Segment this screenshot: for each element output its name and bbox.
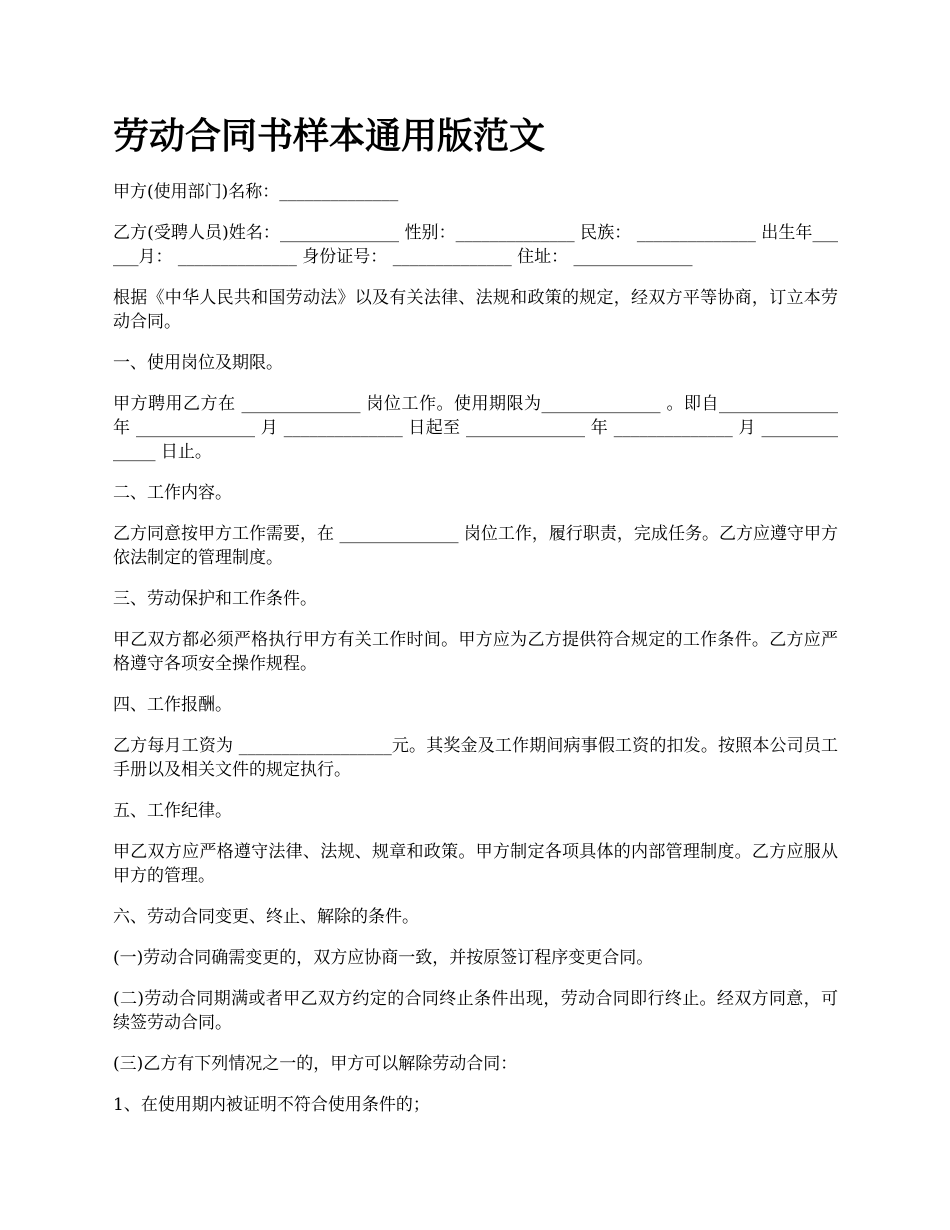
party-b-info: 乙方(受聘人员)姓名：______________ 性别：______________ 民族： ______________ 出生年______月： ______________ 身份证号： ______________ 住址： ______________ — [113, 223, 838, 267]
section-heading-3: 三、劳动保护和工作条件。 — [113, 589, 317, 609]
document-title: 劳动合同书样本通用版范文 — [113, 115, 546, 157]
section-heading-2: 二、工作内容。 — [113, 483, 232, 503]
section-heading-5: 五、工作纪律。 — [113, 801, 232, 821]
section-heading-4: 四、工作报酬。 — [113, 695, 232, 715]
section-body-2: 乙方同意按甲方工作需要，在 ______________ 岗位工作，履行职责，完成任务。乙方应遵守甲方依法制定的管理制度。 — [113, 524, 838, 568]
section-heading-1: 一、使用岗位及期限。 — [113, 353, 283, 373]
document-body — [113, 180, 838, 1117]
clause-6-2: (二)劳动合同期满或者甲乙双方约定的合同终止条件出现，劳动合同即行终止。经双方同意，可续签劳动合同。 — [113, 989, 838, 1033]
clause-6-3-item-1: 1、在使用期内被证明不符合使用条件的； — [113, 1095, 430, 1115]
document-page — [113, 112, 838, 1134]
party-a-name: 甲方(使用部门)名称：______________ — [113, 182, 399, 202]
section-body-1: 甲方聘用乙方在 ______________ 岗位工作。使用期限为______________ 。即自______________ 年 ______________ 月 ______________ 日起至 ______________ 年 ______________ 月 ______________ 日止。 — [113, 394, 838, 462]
section-body-3: 甲乙双方都必须严格执行甲方有关工作时间。甲方应为乙方提供符合规定的工作条件。乙方应严格遵守各项安全操作规程。 — [113, 630, 838, 674]
clause-6-3: (三)乙方有下列情况之一的，甲方可以解除劳动合同： — [113, 1054, 518, 1074]
clause-6-1: (一)劳动合同确需变更的，双方应协商一致，并按原签订程序变更合同。 — [113, 948, 654, 968]
preamble: 根据《中华人民共和国劳动法》以及有关法律、法规和政策的规定，经双方平等协商，订立本劳动合同。 — [113, 288, 838, 332]
section-heading-6: 六、劳动合同变更、终止、解除的条件。 — [113, 907, 419, 927]
section-body-4: 乙方每月工资为 __________________元。其奖金及工作期间病事假工资的扣发。按照本公司员工手册以及相关文件的规定执行。 — [113, 736, 838, 780]
section-body-5: 甲乙双方应严格遵守法律、法规、规章和政策。甲方制定各项具体的内部管理制度。乙方应服从甲方的管理。 — [113, 842, 838, 886]
